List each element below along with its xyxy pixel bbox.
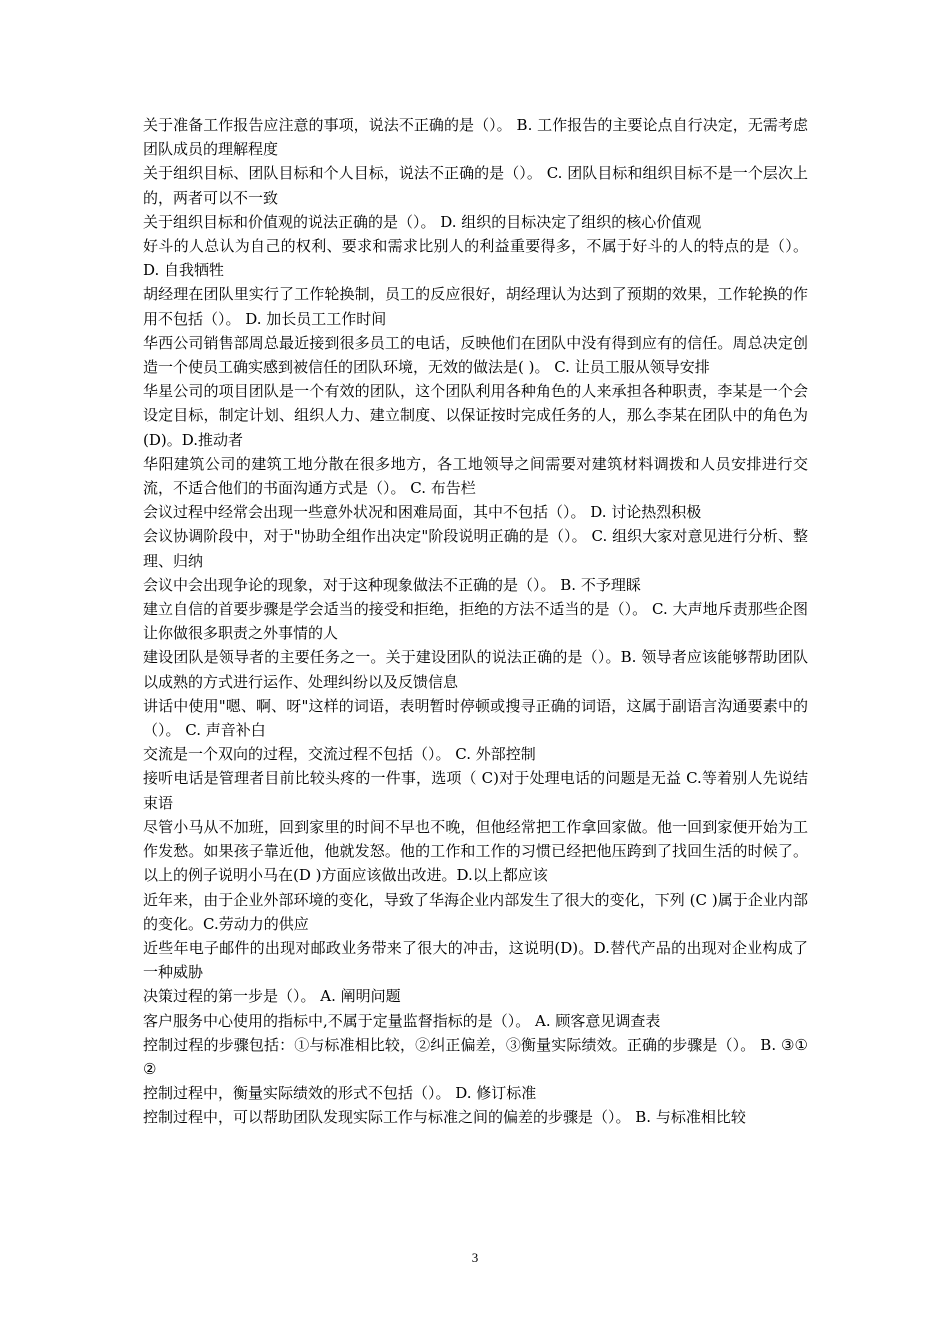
entry-5: 胡经理在团队里实行了工作轮换制，员工的反应很好，胡经理认为达到了预期的效果，工作轮换的作用不包括（）。 D. 加长员工工作时间 [143,285,808,328]
entry-12: 建立自信的首要步骤是学会适当的接受和拒绝，拒绝的方法不适当的是（）。 C. 大声地斥责那些企图让你做很多职责之外事情的人 [143,600,808,643]
entry-20: 决策过程的第一步是（）。 A. 阐明问题 [143,987,401,1006]
entry-21: 客户服务中心使用的指标中,不属于定量监督指标的是（）。 A. 顾客意见调查表 [143,1011,661,1030]
entry-14: 讲话中使用"嗯、啊、呀"这样的词语，表明暂时停顿或搜寻正确的词语，这属于副语言沟通要素中的（）。 C. 声音补白 [143,696,808,740]
entry-18: 近年来，由于企业外部环境的变化，导致了华海企业内部发生了很大的变化，下列 (C )属于企业内部的变化。C.劳动力的供应 [143,890,808,933]
entry-15: 交流是一个双向的过程，交流过程不包括（）。 C. 外部控制 [143,745,536,764]
entry-23: 控制过程中，衡量实际绩效的形式不包括（）。 D. 修订标准 [143,1084,537,1103]
entry-11: 会议中会出现争论的现象，对于这种现象做法不正确的是（）。 B. 不予理睬 [143,575,641,594]
entry-8: 华阳建筑公司的建筑工地分散在很多地方，各工地领导之间需要对建筑材料调拨和人员安排进行交流，不适合他们的书面沟通方式是（）。 C. 布告栏 [143,454,808,498]
entry-2: 关于组织目标、团队目标和个人目标，说法不正确的是（）。 C. 团队目标和组织目标不是一个层次上的，两者可以不一致 [143,164,808,207]
entry-19: 近些年电子邮件的出现对邮政业务带来了很大的冲击，这说明(D)。D.替代产品的出现对企业构成了一种威胁 [143,938,808,982]
entry-9: 会议过程中经常会出现一些意外状况和困难局面，其中不包括（）。 D. 讨论热烈积极 [143,503,702,522]
entry-6: 华西公司销售部周总最近接到很多员工的电话，反映他们在团队中没有得到应有的信任。周总决定创造一个使员工确实感到被信任的团队环境，无效的做法是( )。 C. 让员工服从领导安排 [143,333,808,377]
entry-16: 接听电话是管理者目前比较头疼的一件事，选项（ C)对于处理电话的问题是无益 C.等着别人先说结束语 [143,769,808,812]
entry-13: 建设团队是领导者的主要任务之一。关于建设团队的说法正确的是（）。B. 领导者应该能够帮助团队以成熟的方式进行运作、处理纠纷以及反馈信息 [143,648,808,691]
entry-7: 华星公司的项目团队是一个有效的团队，这个团队利用各种角色的人来承担各种职责，李某是一个会设定目标，制定计划、组织人力、建立制度、以保证按时完成任务的人，那么李某在团队中的角色为(D)。D.推动者 [143,382,808,449]
entry-24: 控制过程中，可以帮助团队发现实际工作与标准之间的偏差的步骤是（）。 B. 与标准相比较 [143,1108,746,1127]
page-number: 3 [471,1250,479,1265]
entry-3: 关于组织目标和价值观的说法正确的是（）。 D. 组织的目标决定了组织的核心价值观 [143,212,702,231]
entry-17: 尽管小马从不加班，回到家里的时间不早也不晚，但他经常把工作拿回家做。他一回到家便开始为工作发愁。如果孩子靠近他，他就发怒。他的工作和工作的习惯已经把他压跨到了找回生活的时候了。以上的例子说明小马在(D )方面应该做出改进。D.以上都应该 [143,817,808,885]
entry-4: 好斗的人总认为自己的权利、要求和需求比别人的利益重要得多，不属于好斗的人的特点的是（）。 D. 自我牺牲 [143,237,808,280]
entry-10: 会议协调阶段中，对于"协助全组作出决定"阶段说明正确的是（）。 C. 组织大家对意见进行分析、整理、归纳 [143,527,808,570]
entry-22: 控制过程的步骤包括：①与标准相比较，②纠正偏差，③衡量实际绩效。正确的步骤是（）。 B. ③①② [143,1035,808,1078]
entry-1: 关于准备工作报告应注意的事项，说法不正确的是（）。 B. 工作报告的主要论点自行决定，无需考虑团队成员的理解程度 [143,116,808,159]
document-body [143,113,808,1130]
